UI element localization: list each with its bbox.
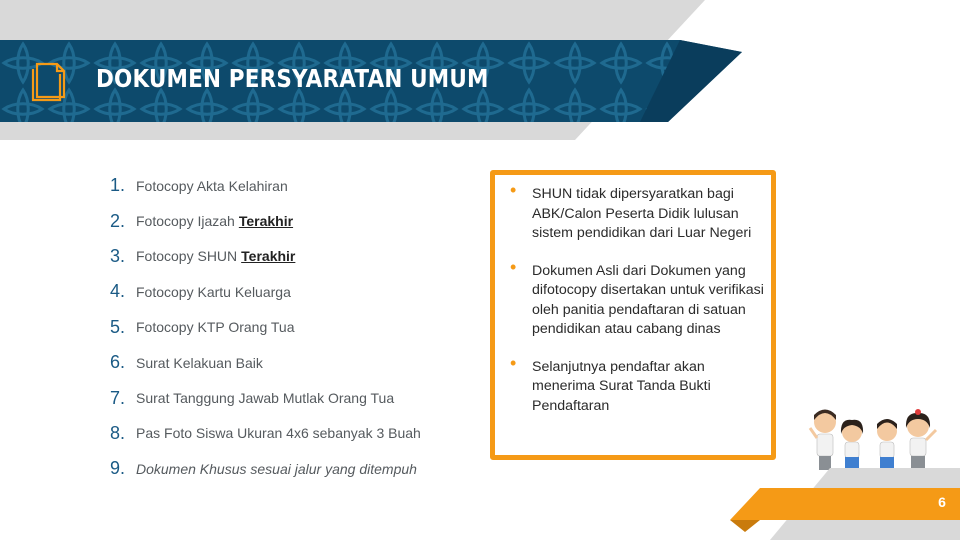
note-item [507,256,765,340]
bullet-icon: • [510,256,517,277]
item-text: Fotocopy Akta Kelahiran [136,177,288,194]
list-item [110,203,470,238]
list-item [110,239,470,274]
notes-box [490,170,776,460]
item-number: 9. [110,458,126,479]
item-number: 7. [110,387,126,408]
item-number: 2. [110,210,126,231]
footer-band [700,460,960,540]
item-text: Pas Foto Siswa Ukuran 4x6 sebanyak 3 Buah [136,425,421,442]
item-text: Fotocopy KTP Orang Tua [136,319,295,336]
requirements-list [110,168,470,487]
item-text: Fotocopy Kartu Keluarga [136,283,291,300]
item-number: 4. [110,281,126,302]
note-text: Selanjutnya pendaftar akan menerima Surat Tanda Bukti Pendaftaran [532,358,711,414]
item-number: 1. [110,175,126,196]
note-text: Dokumen Asli dari Dokumen yang difotocopy disertakan untuk verifikasi oleh panitia pendaftaran di satuan pendidikan atau cabang dinas [532,262,764,337]
item-number: 5. [110,316,126,337]
note-item [507,352,765,417]
item-emphasis: Terakhir [241,248,296,265]
document-icon [30,61,66,103]
bullet-icon: • [510,352,517,373]
note-item [507,180,765,244]
item-emphasis: Terakhir [238,213,294,230]
bullet-icon: • [510,180,517,200]
page-number: 6 [938,494,946,510]
item-number: 3. [110,245,126,266]
item-text: Fotocopy Ijazah [136,213,235,230]
list-item [110,345,470,380]
note-text: SHUN tidak dipersyaratkan bagi ABK/Calon Peserta Didik lulusan sistem pendidikan dari Luar Negeri [532,186,752,241]
item-text: Surat Kelakuan Baik [136,354,263,371]
list-item [110,416,470,451]
list-item [110,274,470,309]
item-text: Fotocopy SHUN [136,248,238,265]
item-number: 8. [110,422,126,443]
list-item [110,451,470,486]
item-text: Dokumen Khusus sesuai jalur yang ditempuh [136,460,417,477]
list-item [110,310,470,345]
list-item [110,168,470,203]
list-item [110,380,470,415]
item-text: Surat Tanggung Jawab Mutlak Orang Tua [136,390,395,407]
item-number: 6. [110,352,126,373]
notes-list [495,175,771,416]
page-title: DOKUMEN PERSYARATAN UMUM [96,64,489,93]
